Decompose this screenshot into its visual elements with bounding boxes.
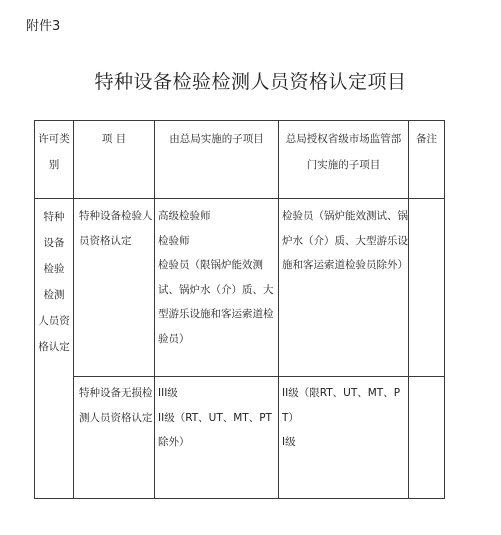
category-cell: 特种 设备 检验 检测 人员资 格认定 <box>38 211 70 353</box>
row-2-central: III级 II级（RT、UT、MT、PT 除外） <box>158 387 272 448</box>
attachment-label: 附件3 <box>26 19 61 34</box>
header-item: 项 目 <box>101 133 127 145</box>
page-title: 特种设备检验检测人员资格认定项目 <box>94 71 407 93</box>
row-2-provincial: II级（限RT、UT、MT、P T） I级 <box>282 387 401 448</box>
row-2-item: 特种设备无损检 测人员资格认定 <box>79 387 153 424</box>
header-license-category: 许可类 别 <box>38 133 70 171</box>
header-provincial-sub-items: 总局授权省级市场监管部 门实施的子项目 <box>285 133 402 171</box>
row-1-provincial: 检验员（锅炉能效测试、锅 炉水（介）质、大型游乐设 施和客运索道检验员除外） <box>282 210 408 271</box>
row-1-item: 特种设备检验人 员资格认定 <box>79 210 153 247</box>
header-remarks: 备注 <box>416 133 437 145</box>
header-central-sub-items: 由总局实施的子项目 <box>169 133 264 145</box>
row-1-central: 高级检验师 检验师 检验员（限锅炉能效测 试、锅炉水（介）质、大 型游乐设施和客运索道检 验员） <box>158 210 274 345</box>
